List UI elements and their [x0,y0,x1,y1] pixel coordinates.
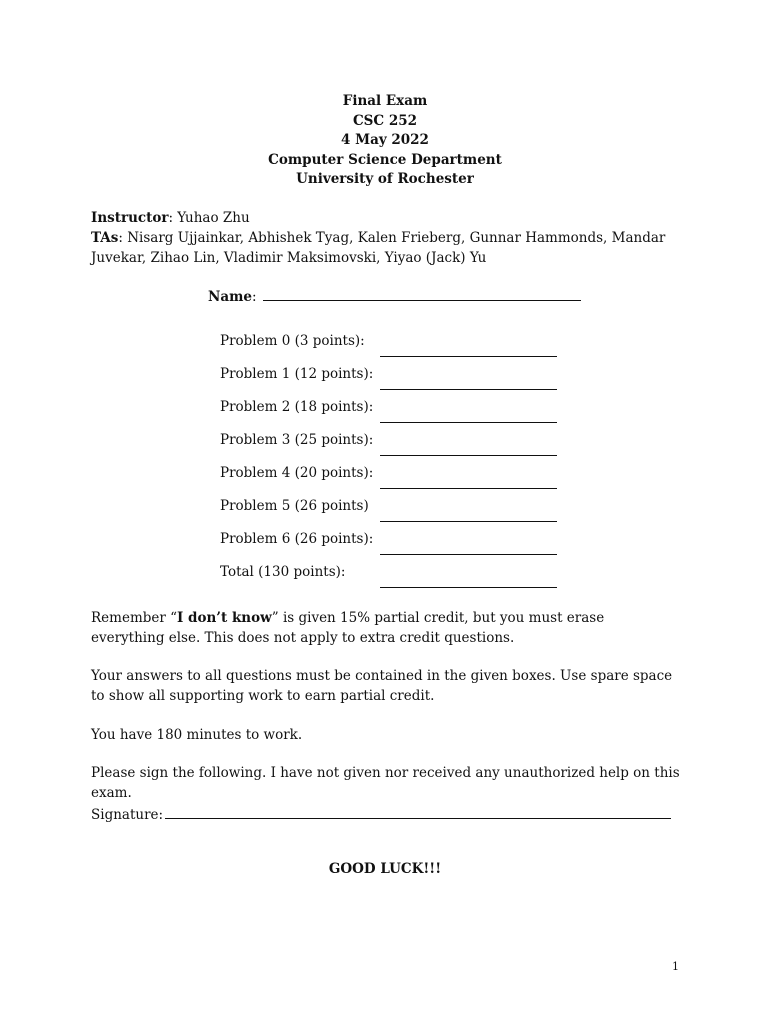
score-table [220,333,580,597]
score-row-label: Problem 3 (25 points): [220,432,374,448]
course-code: CSC 252 [352,112,418,129]
instruction-partial-credit [91,609,681,648]
tas-names: : Nisarg Ujjainkar, Abhishek Tyag, Kalen Frieberg, Gunnar Hammonds, Mandar Juvekar, Zihao Lin, Vladimir Maksimovski, Yiyao (Jack) Yu [91,230,666,266]
score-row-label: Problem 4 (20 points): [220,465,374,481]
name-colon: : [251,289,257,305]
score-blank-line[interactable] [380,488,557,489]
instructor-line [91,208,681,228]
instruction-answer-boxes: Your answers to all questions must be contained in the given boxes. Use spare space to show all supporting work to earn partial credit. [91,668,673,704]
score-row [220,366,580,399]
exam-header [0,92,770,190]
name-field-row [208,286,581,305]
signature-blank-line[interactable] [165,804,671,819]
score-row [220,498,580,531]
instructor-label: Instructor [91,210,169,226]
page-number: 1 [672,960,679,973]
instruction-time-limit: You have 180 minutes to work. [91,727,303,743]
instruction-text: ” is given 15% partial credit, but you must erase everything else. This does not apply to extra credit questions. [91,610,605,646]
score-row [220,465,580,498]
score-row [220,333,580,366]
score-row-total [220,564,580,597]
university: University of Rochester [296,171,474,187]
score-row-label: Problem 0 (3 points): [220,333,365,349]
instruction-text: Remember “ [91,610,178,626]
score-row [220,531,580,564]
score-row-label: Total (130 points): [220,564,346,580]
instruction-honor-pledge: Please sign the following. I have not given nor received any unauthorized help on this exam. [91,765,680,801]
tas-label: TAs [91,230,119,246]
score-blank-line[interactable] [380,389,557,390]
name-blank-line[interactable] [263,286,581,301]
score-blank-line[interactable] [380,455,557,456]
closing-message: GOOD LUCK!!! [328,861,442,877]
exam-title: Final Exam [342,93,428,109]
score-blank-line[interactable] [380,587,557,588]
score-blank-line[interactable] [380,521,557,522]
score-row-label: Problem 2 (18 points): [220,399,374,415]
score-row [220,399,580,432]
name-label: Name [208,289,252,305]
score-blank-line[interactable] [380,356,557,357]
course-staff [91,208,681,268]
instruction-emphasis: I don’t know [177,610,272,626]
score-row-label: Problem 6 (26 points): [220,531,374,547]
tas-line [91,228,681,268]
score-row-label: Problem 5 (26 points) [220,498,369,514]
signature-label: Signature: [91,807,164,823]
score-row-label: Problem 1 (12 points): [220,366,374,382]
instructor-name: : Yuhao Zhu [168,210,250,226]
signature-row [91,804,671,823]
score-blank-line[interactable] [380,554,557,555]
exam-date: 4 May 2022 [341,132,429,148]
department: Computer Science Department [268,151,502,168]
score-blank-line[interactable] [380,422,557,423]
score-row [220,432,580,465]
